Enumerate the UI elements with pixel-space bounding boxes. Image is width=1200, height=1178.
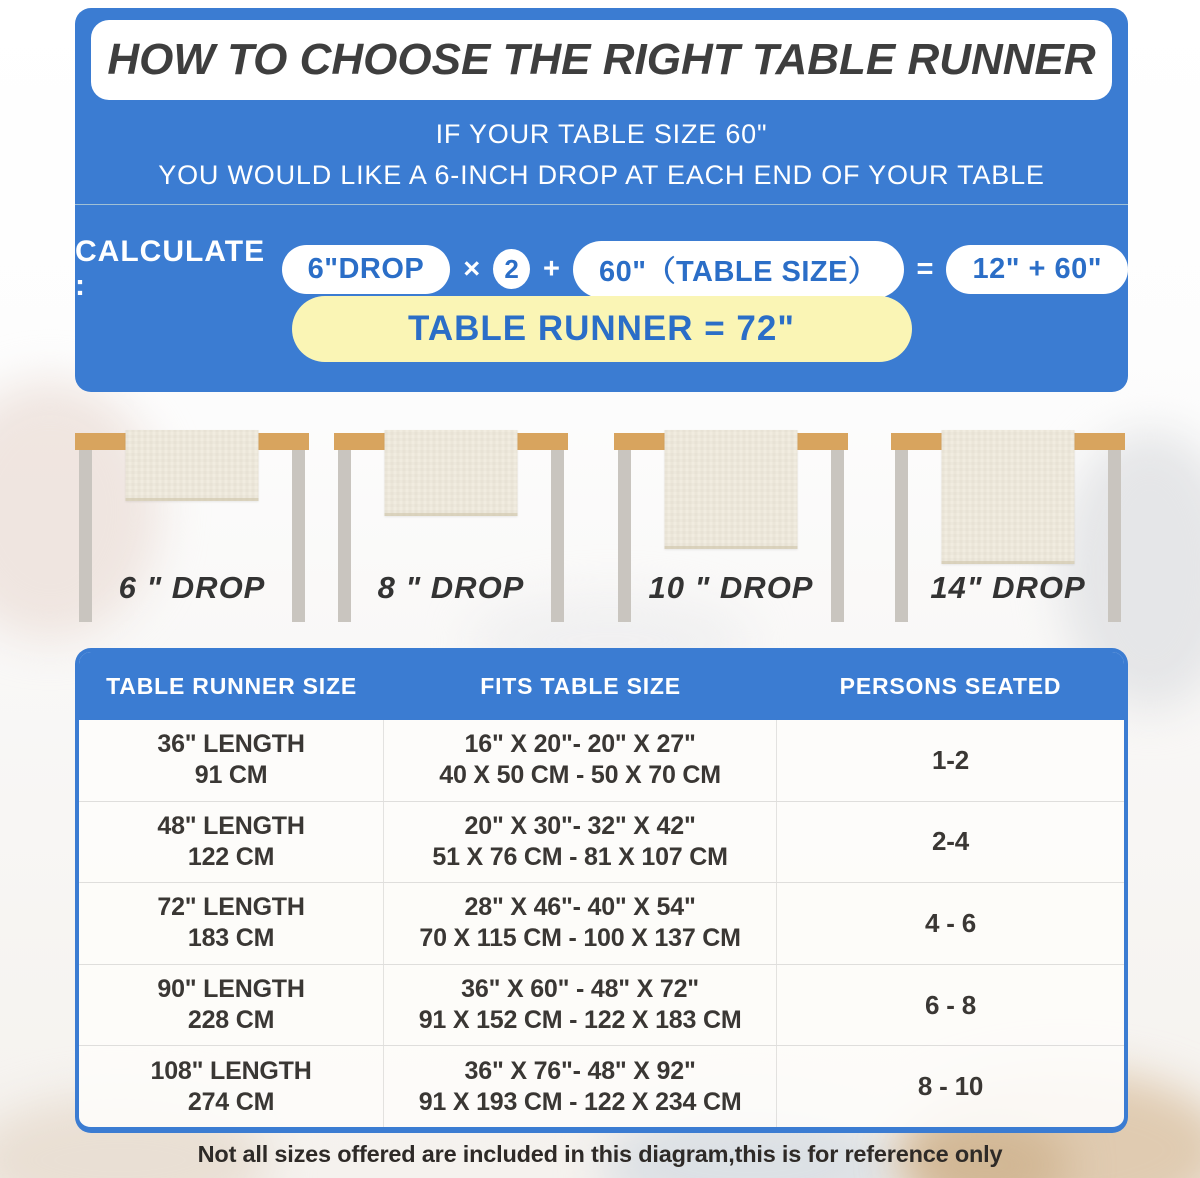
column-header-fits-table: FITS TABLE SIZE [480,672,681,699]
title-box [91,20,1112,100]
table-row [79,801,1124,883]
table-figure [334,430,568,648]
calc-row [75,235,1128,303]
intro-line-2: YOU WOULD LIKE A 6-INCH DROP AT EACH END OF YOUR TABLE [158,160,1045,190]
size-table-panel [75,648,1128,1133]
fits-table-size-cell: 16" X 20"- 20" X 27" 40 X 50 CM - 50 X 70 CM [384,720,777,801]
table-size-pill: 60"（TABLE SIZE） [573,241,904,298]
table-runner-cloth [385,430,518,516]
table-runner-cloth [126,430,259,501]
fits-table-size-cell: 20" X 30"- 32" X 42" 51 X 76 CM - 81 X 107 CM [384,802,777,883]
column-header-runner-size: TABLE RUNNER SIZE [106,672,357,699]
table-figure [75,430,309,648]
plus-operator: + [543,252,560,285]
drop-pill: 6"DROP [282,245,451,294]
runner-size-cell: 36" LENGTH 91 CM [79,720,384,801]
size-table-body [79,720,1124,1127]
drop-label: 6 " DROP [118,570,266,605]
times-operator: × [463,252,481,285]
table-runner-cloth [665,430,798,549]
size-table-header [79,652,1124,720]
table-figure [891,430,1125,648]
equals-operator: = [916,252,934,285]
runner-result-banner [292,296,912,362]
persons-seated-cell: 8 - 10 [917,1071,984,1102]
table-figure [614,430,848,648]
table-runner-cloth [942,430,1075,564]
table-row [79,720,1124,801]
header-panel [75,8,1128,392]
result-pill: 12" + 60" [946,245,1128,294]
runner-size-cell: 48" LENGTH 122 CM [79,802,384,883]
table-row [79,1045,1124,1127]
fits-table-size-cell: 28" X 46"- 40" X 54" 70 X 115 CM - 100 X 137 CM [384,883,777,964]
runner-size-cell: 90" LENGTH 228 CM [79,965,384,1046]
intro-line-1: IF YOUR TABLE SIZE 60" [435,119,768,149]
table-row [79,964,1124,1046]
persons-seated-cell: 2-4 [932,826,969,857]
drop-label: 8 " DROP [377,570,525,605]
footer-note: Not all sizes offered are included in this diagram,this is for reference only [197,1141,1003,1167]
persons-seated-cell: 1-2 [932,744,969,775]
intro-text [75,114,1128,196]
column-header-persons: PERSONS SEATED [839,672,1062,699]
page-title: HOW TO CHOOSE THE RIGHT TABLE RUNNER [107,35,1096,84]
drop-label: 10 " DROP [648,570,814,605]
persons-seated-cell: 4 - 6 [924,907,977,938]
multiplier-circle: 2 [493,249,530,289]
persons-seated-cell: 6 - 8 [924,989,977,1020]
calc-label: CALCULATE : [75,235,266,302]
runner-size-cell: 72" LENGTH 183 CM [79,883,384,964]
drop-diagrams [0,430,1200,648]
fits-table-size-cell: 36" X 76"- 48" X 92" 91 X 193 CM - 122 X 234 CM [384,1046,777,1127]
divider-line [75,204,1128,205]
runner-result-text: TABLE RUNNER = 72" [408,309,795,348]
table-row [79,882,1124,964]
runner-size-cell: 108" LENGTH 274 CM [79,1046,384,1127]
drop-label: 14" DROP [930,570,1086,605]
fits-table-size-cell: 36" X 60" - 48" X 72" 91 X 152 CM - 122 X 183 CM [384,965,777,1046]
